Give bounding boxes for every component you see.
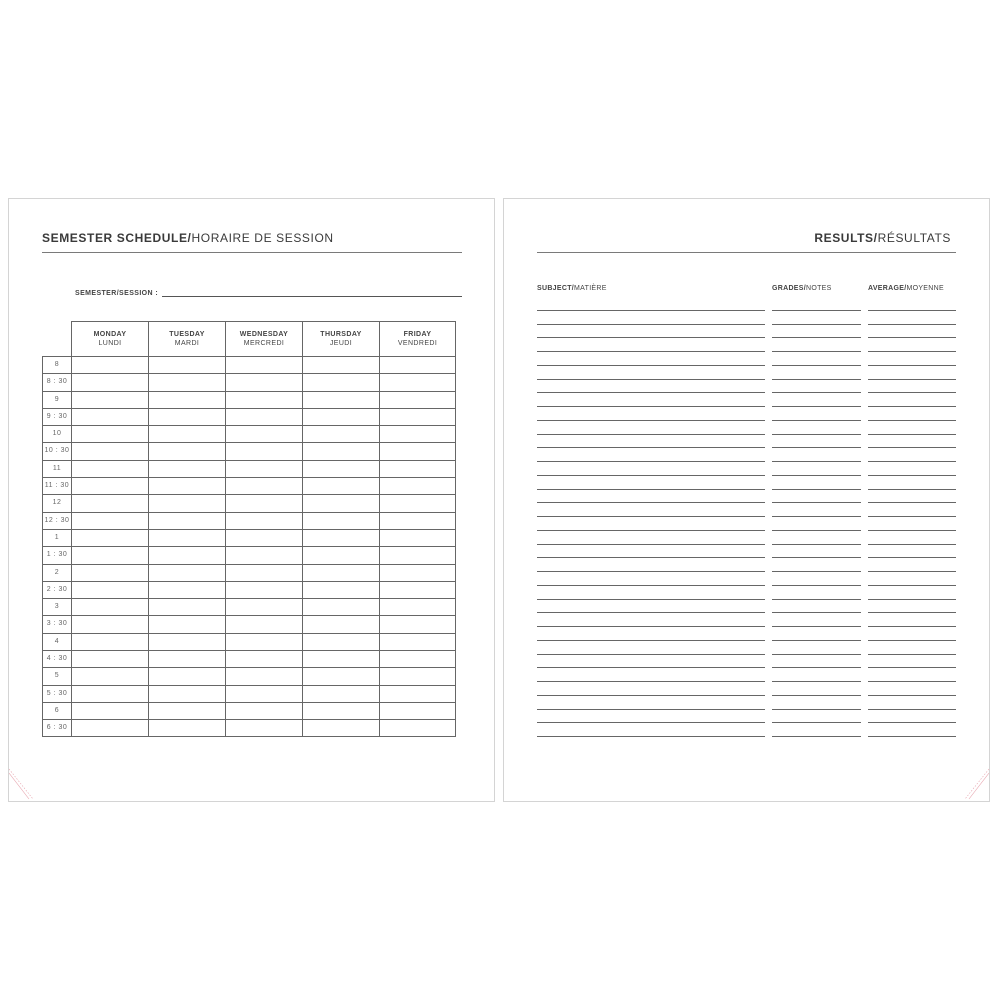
schedule-cell <box>148 373 225 390</box>
time-label: 4 <box>42 633 71 650</box>
results-line-row <box>537 682 956 696</box>
schedule-cell <box>71 442 148 459</box>
schedule-cell <box>379 667 456 684</box>
results-line-row <box>537 490 956 504</box>
schedule-cell <box>148 408 225 425</box>
schedule-cell <box>379 719 456 736</box>
schedule-cell <box>225 719 302 736</box>
schedule-cell <box>225 667 302 684</box>
day-header-tuesday <box>148 321 225 356</box>
schedule-cell <box>302 356 379 373</box>
schedule-cell <box>71 633 148 650</box>
schedule-cell <box>379 373 456 390</box>
column-grades: GRADES/ NOTES <box>772 285 832 292</box>
time-label: 2 <box>42 564 71 581</box>
schedule-cell <box>148 581 225 598</box>
time-label: 3 <box>42 598 71 615</box>
schedule-cell <box>148 529 225 546</box>
schedule-cell <box>148 477 225 494</box>
time-slot-row <box>42 719 456 736</box>
schedule-cell <box>225 494 302 511</box>
results-line-row <box>537 572 956 586</box>
schedule-cell <box>379 512 456 529</box>
time-slot-row <box>42 373 456 390</box>
time-slot-row <box>42 615 456 632</box>
schedule-cell <box>379 460 456 477</box>
day-header-thursday <box>302 321 379 356</box>
schedule-page <box>8 198 495 802</box>
time-label: 8 : 30 <box>42 373 71 390</box>
results-line-row <box>537 641 956 655</box>
schedule-cell <box>71 598 148 615</box>
schedule-cell <box>71 460 148 477</box>
schedule-cell <box>302 650 379 667</box>
average-write-line <box>868 736 956 737</box>
day-header-wednesday <box>225 321 302 356</box>
schedule-cell <box>302 391 379 408</box>
semester-write-line <box>162 284 462 297</box>
schedule-cell <box>148 598 225 615</box>
title-rule <box>537 252 956 253</box>
results-line-row <box>537 531 956 545</box>
schedule-title: SEMESTER SCHEDULE/HORAIRE DE SESSION <box>42 231 334 245</box>
schedule-cell <box>225 373 302 390</box>
day-header-monday <box>71 321 148 356</box>
time-label: 6 <box>42 702 71 719</box>
column-average: AVERAGE/ MOYENNE <box>868 285 944 292</box>
schedule-cell <box>71 615 148 632</box>
semester-label: SEMESTER/SESSION : <box>75 290 159 297</box>
results-line-row <box>537 462 956 476</box>
time-label: 11 : 30 <box>42 477 71 494</box>
schedule-cell <box>302 598 379 615</box>
schedule-cell <box>302 546 379 563</box>
day-name-en: TUESDAY <box>169 331 205 338</box>
schedule-cell <box>379 529 456 546</box>
schedule-cell <box>71 373 148 390</box>
schedule-cell <box>379 356 456 373</box>
schedule-cell <box>302 512 379 529</box>
time-label: 10 : 30 <box>42 442 71 459</box>
schedule-cell <box>71 512 148 529</box>
schedule-cell <box>302 477 379 494</box>
time-label: 5 : 30 <box>42 685 71 702</box>
schedule-cell <box>225 633 302 650</box>
schedule-cell <box>379 425 456 442</box>
schedule-header-row <box>71 321 456 356</box>
results-title: RESULTS/RÉSULTATS <box>814 231 951 245</box>
time-slot-row <box>42 685 456 702</box>
time-slot-row <box>42 391 456 408</box>
results-line-row <box>537 613 956 627</box>
time-slot-row <box>42 494 456 511</box>
schedule-cell <box>225 391 302 408</box>
results-line-row <box>537 476 956 490</box>
schedule-cell <box>148 719 225 736</box>
schedule-cell <box>379 581 456 598</box>
time-slot-row <box>42 546 456 563</box>
schedule-cell <box>71 581 148 598</box>
schedule-cell <box>302 460 379 477</box>
page-corner-fold <box>9 761 35 801</box>
schedule-cell <box>71 546 148 563</box>
day-name-en: MONDAY <box>93 331 127 338</box>
schedule-cell <box>302 685 379 702</box>
schedule-grid <box>42 321 456 737</box>
schedule-cell <box>379 494 456 511</box>
schedule-cell <box>302 564 379 581</box>
schedule-cell <box>379 408 456 425</box>
time-slot-row <box>42 529 456 546</box>
day-name-fr: JEUDI <box>329 340 353 347</box>
schedule-cell <box>302 425 379 442</box>
day-name-fr: MERCREDI <box>243 340 285 347</box>
schedule-cell <box>302 615 379 632</box>
schedule-cell <box>225 650 302 667</box>
schedule-cell <box>225 460 302 477</box>
schedule-cell <box>71 650 148 667</box>
schedule-cell <box>148 425 225 442</box>
results-line-row <box>537 448 956 462</box>
schedule-cell <box>379 546 456 563</box>
schedule-cell <box>148 494 225 511</box>
schedule-cell <box>71 391 148 408</box>
time-label: 9 <box>42 391 71 408</box>
results-line-row <box>537 668 956 682</box>
results-line-row <box>537 600 956 614</box>
schedule-cell <box>225 442 302 459</box>
schedule-cell <box>148 702 225 719</box>
results-line-row <box>537 421 956 435</box>
time-slot-row <box>42 512 456 529</box>
schedule-cell <box>148 512 225 529</box>
schedule-cell <box>225 564 302 581</box>
semester-field <box>75 284 462 297</box>
schedule-cell <box>225 408 302 425</box>
results-line-row <box>537 366 956 380</box>
day-name-en: WEDNESDAY <box>239 331 289 338</box>
day-header-friday <box>379 321 456 356</box>
results-line-row <box>537 393 956 407</box>
time-slot-row <box>42 408 456 425</box>
schedule-cell <box>302 633 379 650</box>
grade-write-line <box>772 736 861 737</box>
schedule-cell <box>71 356 148 373</box>
results-page <box>503 198 990 802</box>
time-slot-row <box>42 477 456 494</box>
schedule-cell <box>302 581 379 598</box>
schedule-cell <box>379 685 456 702</box>
schedule-cell <box>71 494 148 511</box>
schedule-cell <box>225 685 302 702</box>
time-slot-row <box>42 460 456 477</box>
schedule-cell <box>225 356 302 373</box>
time-label: 8 <box>42 356 71 373</box>
results-line-row <box>537 338 956 352</box>
time-slot-row <box>42 633 456 650</box>
time-label: 4 : 30 <box>42 650 71 667</box>
column-subject: SUBJECT/ MATIÈRE <box>537 285 607 292</box>
time-slot-row <box>42 650 456 667</box>
results-line-row <box>537 545 956 559</box>
results-header <box>537 285 956 295</box>
schedule-cell <box>379 598 456 615</box>
day-name-en: FRIDAY <box>403 331 432 338</box>
time-label: 1 : 30 <box>42 546 71 563</box>
schedule-cell <box>225 512 302 529</box>
schedule-cell <box>148 650 225 667</box>
schedule-cell <box>71 685 148 702</box>
time-label: 10 <box>42 425 71 442</box>
time-slot-row <box>42 425 456 442</box>
schedule-cell <box>379 650 456 667</box>
schedule-cell <box>71 425 148 442</box>
schedule-cell <box>302 408 379 425</box>
schedule-cell <box>379 633 456 650</box>
time-label: 2 : 30 <box>42 581 71 598</box>
schedule-cell <box>302 702 379 719</box>
schedule-cell <box>71 529 148 546</box>
schedule-cell <box>225 477 302 494</box>
time-label: 9 : 30 <box>42 408 71 425</box>
time-label: 5 <box>42 667 71 684</box>
results-line-row <box>537 297 956 311</box>
schedule-cell <box>71 702 148 719</box>
results-line-row <box>537 655 956 669</box>
schedule-cell <box>379 477 456 494</box>
schedule-cell <box>71 719 148 736</box>
time-label: 6 : 30 <box>42 719 71 736</box>
time-label: 12 <box>42 494 71 511</box>
time-slot-row <box>42 581 456 598</box>
schedule-cell <box>225 425 302 442</box>
schedule-cell <box>71 408 148 425</box>
schedule-cell <box>148 391 225 408</box>
time-label: 12 : 30 <box>42 512 71 529</box>
time-slot-row <box>42 442 456 459</box>
time-label: 3 : 30 <box>42 615 71 632</box>
schedule-cell <box>148 633 225 650</box>
day-name-fr: MARDI <box>174 340 200 347</box>
results-line-row <box>537 558 956 572</box>
results-line-row <box>537 352 956 366</box>
schedule-cell <box>379 564 456 581</box>
schedule-cell <box>71 667 148 684</box>
results-line-row <box>537 627 956 641</box>
schedule-cell <box>225 546 302 563</box>
schedule-cell <box>71 477 148 494</box>
schedule-cell <box>148 356 225 373</box>
day-name-fr: LUNDI <box>98 340 122 347</box>
results-line-row <box>537 311 956 325</box>
schedule-cell <box>148 546 225 563</box>
schedule-cell <box>302 667 379 684</box>
schedule-cell <box>379 702 456 719</box>
schedule-cell <box>302 529 379 546</box>
results-line-row <box>537 696 956 710</box>
schedule-cell <box>225 598 302 615</box>
schedule-cell <box>379 391 456 408</box>
schedule-cell <box>225 581 302 598</box>
schedule-body <box>42 356 456 737</box>
schedule-cell <box>148 564 225 581</box>
schedule-cell <box>225 529 302 546</box>
results-line-row <box>537 325 956 339</box>
time-slot-row <box>42 564 456 581</box>
results-line-row <box>537 586 956 600</box>
schedule-cell <box>379 442 456 459</box>
results-line-row <box>537 380 956 394</box>
schedule-cell <box>71 564 148 581</box>
results-line-row <box>537 723 956 737</box>
time-slot-row <box>42 356 456 373</box>
time-slot-row <box>42 667 456 684</box>
day-name-fr: VENDREDI <box>397 340 438 347</box>
page-corner-fold <box>963 761 989 801</box>
schedule-cell <box>302 373 379 390</box>
schedule-cell <box>302 442 379 459</box>
schedule-cell <box>225 702 302 719</box>
schedule-cell <box>225 615 302 632</box>
title-rule <box>42 252 462 253</box>
schedule-cell <box>379 615 456 632</box>
schedule-cell <box>148 442 225 459</box>
schedule-cell <box>148 615 225 632</box>
time-label: 1 <box>42 529 71 546</box>
schedule-cell <box>148 667 225 684</box>
schedule-cell <box>302 719 379 736</box>
schedule-cell <box>302 494 379 511</box>
time-slot-row <box>42 702 456 719</box>
schedule-cell <box>148 685 225 702</box>
subject-write-line <box>537 736 765 737</box>
results-line-row <box>537 435 956 449</box>
results-line-row <box>537 517 956 531</box>
results-line-row <box>537 503 956 517</box>
schedule-cell <box>148 460 225 477</box>
time-label: 11 <box>42 460 71 477</box>
results-lines <box>537 297 956 737</box>
time-slot-row <box>42 598 456 615</box>
results-line-row <box>537 407 956 421</box>
results-line-row <box>537 710 956 724</box>
day-name-en: THURSDAY <box>320 331 362 338</box>
